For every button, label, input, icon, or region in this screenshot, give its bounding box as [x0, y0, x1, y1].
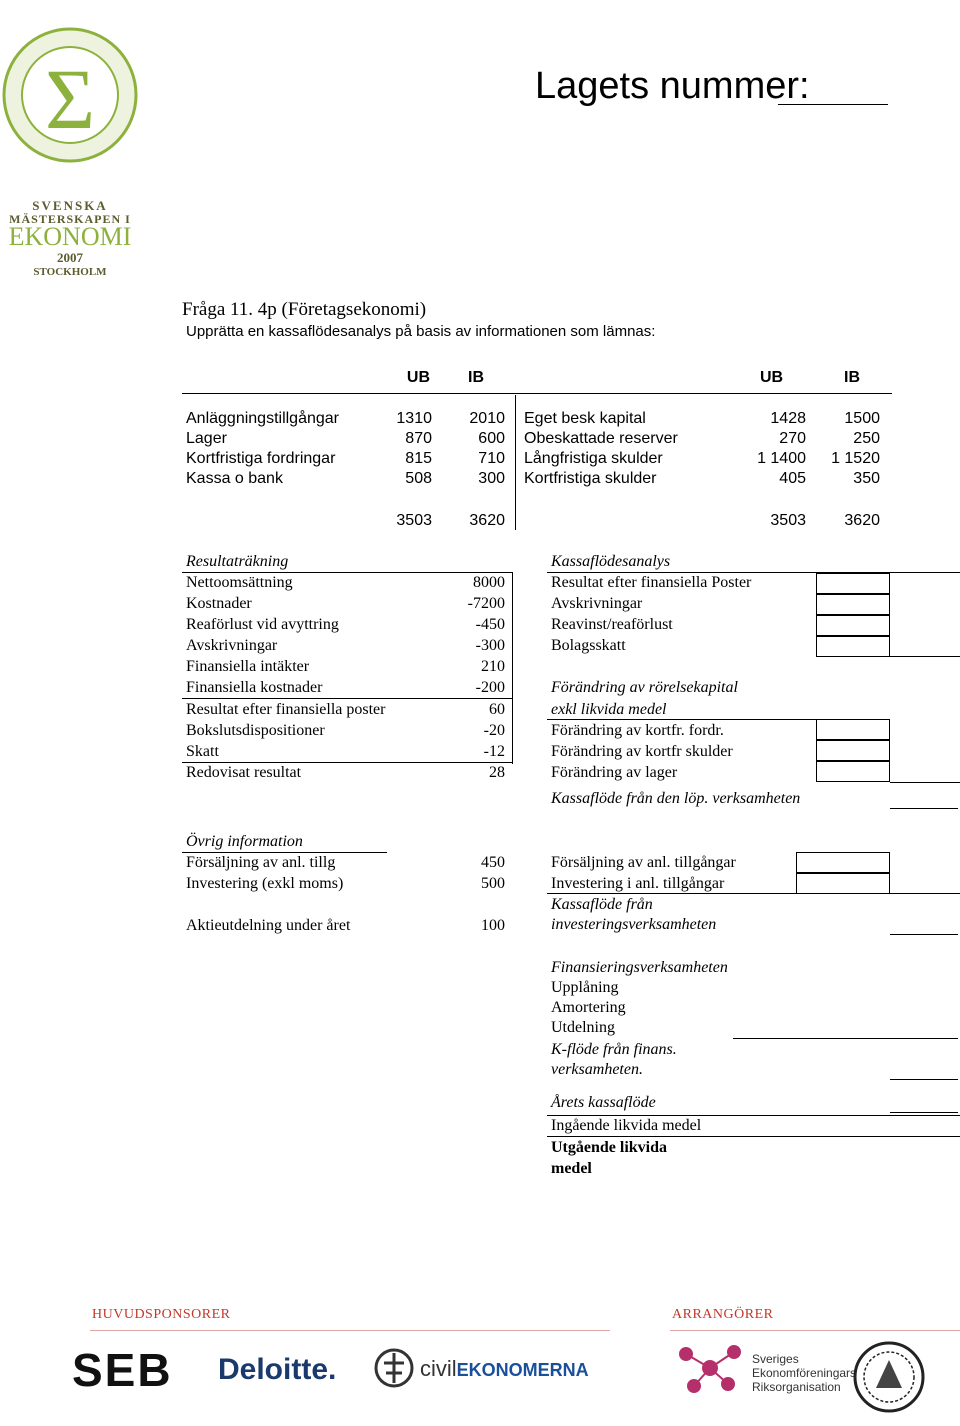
cashflow-row-label: Avskrivningar: [551, 595, 643, 612]
asset-ib: 710: [478, 450, 505, 467]
balance-top-rule: [182, 393, 892, 394]
civilekonomerna-logo: [420, 1354, 589, 1385]
subtotal-rule: [890, 656, 960, 657]
cashflow-row-label: Reavinst/reaförlust: [551, 616, 673, 633]
investment-total-label-2: investeringsverksamheten: [551, 916, 717, 933]
cashflow-row-label: Förändring av lager: [551, 764, 678, 781]
asset-label: Kortfristiga fordringar: [186, 450, 336, 467]
liability-ib: 1 1520: [831, 450, 880, 467]
sponsors-rule: [90, 1330, 610, 1331]
income-heading: Resultaträkning: [186, 553, 289, 570]
asset-ub: 1310: [396, 410, 432, 427]
other-heading: Övrig information: [186, 833, 303, 850]
answer-field[interactable]: [816, 573, 890, 594]
team-number-line: [778, 104, 888, 105]
col-ib-assets: IB: [468, 369, 484, 386]
wc-heading: Förändring av rörelsekapital: [551, 679, 738, 696]
closing-cash-label: Utgående likvida: [551, 1139, 668, 1156]
income-row-label: Finansiella intäkter: [186, 658, 310, 675]
other-row-value: 100: [481, 917, 505, 934]
total-liab-ub: 3503: [770, 512, 806, 529]
subtotal-rule: [890, 782, 960, 783]
cashflow-row-label: Utdelning: [551, 1019, 615, 1036]
income-row-label: Redovisat resultat: [186, 764, 302, 781]
income-row-value: 60: [489, 701, 505, 718]
logo-line3: EKONOMI: [8, 222, 132, 251]
opening-cash-label: Ingående likvida medel: [551, 1117, 702, 1134]
answer-line[interactable]: [890, 1112, 958, 1113]
financing-rule: [733, 1038, 958, 1039]
balance-divider: [515, 395, 516, 530]
asset-label: Anläggningstillgångar: [186, 410, 339, 427]
opening-rule: [547, 1136, 960, 1137]
civil-prefix: civil: [420, 1356, 457, 1381]
income-row-value: -12: [483, 743, 505, 760]
asset-ib: 600: [478, 430, 505, 447]
income-row-label: Nettoomsättning: [186, 574, 293, 591]
cashflow-heading: Kassaflödesanalys: [551, 553, 671, 570]
logo-line1: SVENSKA: [32, 198, 108, 213]
cashflow-row-label: Försäljning av anl. tillgångar: [551, 854, 736, 871]
answer-field[interactable]: [816, 615, 890, 636]
income-row-label: Reaförlust vid avyttring: [186, 616, 339, 633]
liability-ib: 350: [853, 470, 880, 487]
wc-heading-sub: exkl likvida medel: [551, 701, 667, 718]
seb-logo: SEB: [72, 1344, 173, 1396]
income-row-value: -20: [483, 722, 505, 739]
income-divider: [512, 572, 513, 764]
income-row-value: 8000: [473, 574, 505, 591]
total-assets-ub: 3503: [396, 512, 432, 529]
answer-field[interactable]: [816, 719, 890, 740]
answer-line[interactable]: [890, 808, 958, 809]
cashflow-row-label: Investering i anl. tillgångar: [551, 875, 725, 892]
question-subtitle: Upprätta en kassaflödesanalys på basis av informationen som lämnas:: [186, 323, 656, 340]
investment-rule: [547, 893, 960, 894]
col-ub-liab: UB: [760, 369, 784, 386]
liability-label: Långfristiga skulder: [524, 450, 663, 467]
answer-field[interactable]: [816, 761, 890, 782]
income-row-value: -450: [475, 616, 505, 633]
income-row-label: Finansiella kostnader: [186, 679, 323, 696]
deloitte-logo: Deloitte.: [218, 1353, 337, 1386]
income-row-label: Resultat efter finansiella poster: [186, 701, 386, 718]
sef-line1: Sveriges: [752, 1352, 799, 1366]
income-row-label: Skatt: [186, 743, 219, 760]
other-row-value: 450: [481, 854, 505, 871]
liability-ub: 1428: [770, 410, 806, 427]
cashflow-row-label: Amortering: [551, 999, 626, 1016]
organizers-label: ARRANGÖRER: [672, 1307, 774, 1322]
other-row-label: Investering (exkl moms): [186, 875, 344, 892]
income-row-label: Bokslutsdispositioner: [186, 722, 325, 739]
logo-year: 2007: [57, 250, 83, 265]
organizers-rule: [670, 1330, 960, 1331]
year-cashflow-label: Årets kassaflöde: [551, 1094, 656, 1111]
answer-field[interactable]: [816, 636, 890, 657]
asset-ub: 815: [405, 450, 432, 467]
other-row-label: Aktieutdelning under året: [186, 917, 351, 934]
total-assets-ib: 3620: [469, 512, 505, 529]
income-row-label: Kostnader: [186, 595, 252, 612]
cashflow-row-label: Förändring av kortfr. fordr.: [551, 722, 724, 739]
answer-field[interactable]: [816, 740, 890, 761]
financing-heading: Finansieringsverksamheten: [551, 959, 728, 976]
financing-total-label-2: verksamheten.: [551, 1061, 643, 1078]
income-row-value: -7200: [467, 595, 505, 612]
liability-label: Eget besk kapital: [524, 410, 646, 427]
investment-total-label: Kassaflöde från: [551, 896, 653, 913]
income-subtotal-rule: [182, 698, 512, 699]
competition-logo: [0, 0, 140, 285]
liability-ub: 405: [779, 470, 806, 487]
sef-network-icon: [672, 1338, 748, 1398]
sef-line3: Riksorganisation: [752, 1380, 841, 1394]
income-row-value: -200: [475, 679, 505, 696]
answer-line[interactable]: [890, 934, 958, 935]
logo-city: STOCKHOLM: [33, 266, 107, 278]
sef-line2: Ekonomföreningars: [752, 1366, 857, 1380]
col-ib-liab: IB: [844, 369, 860, 386]
col-ub-assets: UB: [406, 369, 430, 386]
closing-cash-label-2: medel: [551, 1160, 592, 1177]
cashflow-row-label: Upplåning: [551, 979, 619, 996]
liability-ib: 250: [853, 430, 880, 447]
civilekonomerna-emblem-icon: [374, 1345, 414, 1391]
answer-field[interactable]: [796, 873, 890, 894]
asset-label: Lager: [186, 430, 227, 447]
sef-logo-text: [752, 1352, 856, 1394]
financing-total-label: K-flöde från finans.: [551, 1041, 677, 1058]
income-row-label: Avskrivningar: [186, 637, 278, 654]
svg-text:Σ: Σ: [44, 51, 96, 147]
asset-ib: 2010: [469, 410, 505, 427]
sponsors-label: HUVUDSPONSORER: [92, 1307, 231, 1322]
logo-line2: MÄSTERSKAPEN I: [9, 212, 131, 226]
civil-suffix: EKONOMERNA: [456, 1360, 589, 1380]
asset-ib: 300: [478, 470, 505, 487]
operating-cashflow-label: Kassaflöde från den löp. verksamheten: [551, 790, 801, 807]
liability-ib: 1500: [844, 410, 880, 427]
total-liab-ib: 3620: [844, 512, 880, 529]
page-title: Lagets nummer:: [535, 65, 810, 107]
income-row-value: 28: [489, 764, 505, 781]
cashflow-row-label: Förändring av kortfr skulder: [551, 743, 733, 760]
other-row-value: 500: [481, 875, 505, 892]
liability-label: Kortfristiga skulder: [524, 470, 657, 487]
answer-line[interactable]: [890, 1079, 958, 1080]
income-row-value: 210: [481, 658, 505, 675]
answer-field[interactable]: [796, 852, 890, 873]
liability-label: Obeskattade reserver: [524, 430, 678, 447]
question-heading: Fråga 11. 4p (Företagsekonomi): [182, 299, 427, 320]
liability-ub: 1 1400: [757, 450, 806, 467]
other-row-label: Försäljning av anl. tillg: [186, 854, 336, 871]
answer-field[interactable]: [816, 594, 890, 615]
university-seal-icon: [852, 1340, 926, 1414]
asset-ub: 870: [405, 430, 432, 447]
liability-ub: 270: [779, 430, 806, 447]
cashflow-row-label: Resultat efter finansiella Poster: [551, 574, 752, 591]
cashflow-row-label: Bolagsskatt: [551, 637, 626, 654]
income-row-value: -300: [475, 637, 505, 654]
asset-label: Kassa o bank: [186, 470, 283, 487]
asset-ub: 508: [405, 470, 432, 487]
